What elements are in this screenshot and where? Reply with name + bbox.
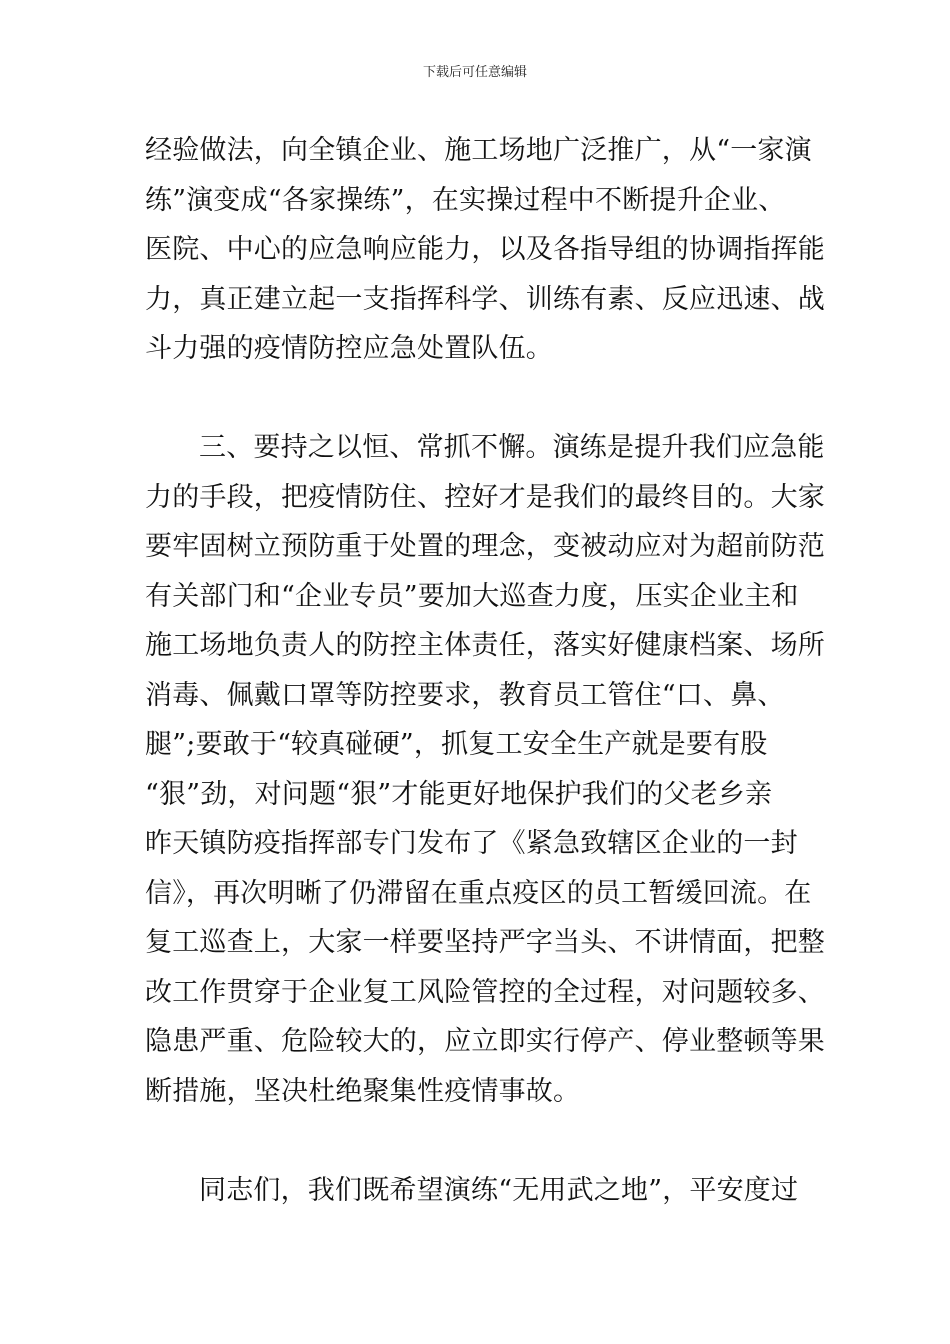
text-line: 练”演变成“各家操练”，在实操过程中不断提升企业、 bbox=[145, 184, 786, 216]
text-line: 同志们，我们既希望演练“无用武之地”，平安度过 bbox=[199, 1174, 799, 1206]
text-line: 复工巡查上，大家一样要坚持严字当头、不讲情面，把整 bbox=[145, 927, 825, 958]
text-line: 三、要持之以恒、常抓不懈。演练是提升我们应急能 bbox=[199, 432, 825, 463]
text-line: 信》，再次明晰了仍滞留在重点疫区的员工暂缓回流。在 bbox=[145, 877, 812, 909]
text-line: 昨天镇防疫指挥部专门发布了《紧急致辖区企业的一封 bbox=[145, 828, 798, 859]
page-header-note: 下载后可任意编辑 bbox=[422, 65, 527, 80]
text-line: 消毒、佩戴口罩等防控要求，教育员工管住“口、鼻、 bbox=[145, 679, 785, 711]
text-line: 斗力强的疫情防控应急处置队伍。 bbox=[145, 333, 553, 364]
text-line: 改工作贯穿于企业复工风险管控的全过程，对问题较多、 bbox=[145, 976, 825, 1008]
text-line: 有关部门和“企业专员”要加大巡查力度，压实企业主和 bbox=[145, 580, 799, 612]
paragraph-2 bbox=[145, 423, 825, 1116]
document-body bbox=[145, 126, 825, 1215]
text-line: 力的手段，把疫情防住、控好才是我们的最终目的。大家 bbox=[145, 481, 825, 513]
text-line: “狠”劲，对问题“狠”才能更好地保护我们的父老乡亲 bbox=[145, 778, 773, 810]
text-line: 施工场地负责人的防控主体责任，落实好健康档案、场所 bbox=[145, 630, 825, 661]
paragraph-gap bbox=[145, 1116, 810, 1166]
text-line: 医院、中心的应急响应能力，以及各指导组的协调指挥能 bbox=[145, 234, 825, 265]
text-line: 要牢固树立预防重于处置的理念，变被动应对为超前防范 bbox=[145, 531, 825, 562]
text-line: 隐患严重、危险较大的，应立即实行停产、停业整顿等果 bbox=[145, 1026, 825, 1057]
text-line: 腿”;要敢于“较真碰硬”，抓复工安全生产就是要有股 bbox=[145, 729, 768, 760]
paragraph-gap bbox=[145, 374, 810, 424]
paragraph-3 bbox=[145, 1166, 810, 1216]
text-line: 经验做法，向全镇企业、施工场地广泛推广，从“一家演 bbox=[145, 135, 812, 166]
paragraph-1 bbox=[145, 126, 825, 374]
text-line: 力，真正建立起一支指挥科学、训练有素、反应迅速、战 bbox=[145, 283, 825, 315]
text-line: 断措施，坚决杜绝聚集性疫情事故。 bbox=[145, 1075, 581, 1107]
